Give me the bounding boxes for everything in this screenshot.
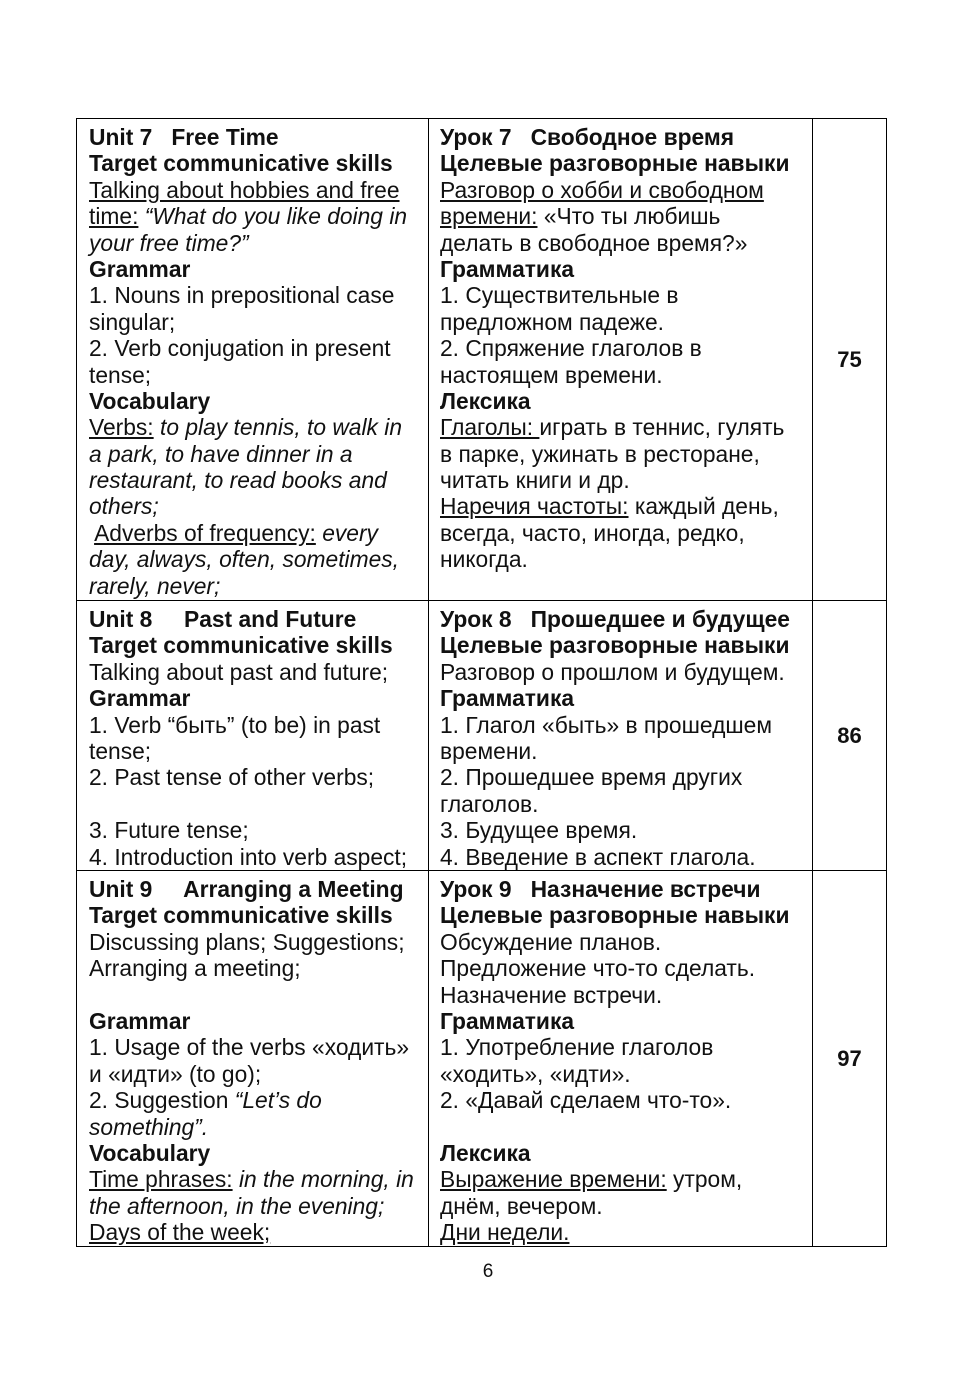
toc-line xyxy=(440,1087,812,1113)
toc-line xyxy=(89,282,428,308)
toc-line xyxy=(89,1114,428,1140)
text-run: the afternoon, in the evening; xyxy=(89,1192,385,1219)
toc-line xyxy=(440,844,812,870)
toc-line xyxy=(440,150,812,176)
russian-topic-cell xyxy=(429,601,813,870)
text-run: всегда, часто, иногда, редко, xyxy=(440,519,745,546)
text-run: 1. Usage of the verbs «ходить» xyxy=(89,1034,410,1061)
toc-line xyxy=(89,902,428,928)
section-heading: Целевые разговорные навыки xyxy=(440,902,790,929)
text-run: to play tennis, to walk in xyxy=(159,414,403,441)
toc-line xyxy=(89,414,428,440)
toc-line xyxy=(89,150,428,176)
text-run: 1. Глагол «быть» в прошедшем xyxy=(440,711,773,738)
toc-line xyxy=(440,712,812,738)
text-run: tense; xyxy=(89,361,152,388)
toc-line xyxy=(440,1008,812,1034)
blank-line xyxy=(89,982,428,1008)
toc-line xyxy=(440,177,812,203)
text-run: “What do you like doing in xyxy=(144,203,408,230)
toc-line xyxy=(440,546,812,572)
toc-line xyxy=(440,632,812,658)
toc-line xyxy=(440,520,812,546)
toc-row-unit-8 xyxy=(77,600,886,870)
text-run: every xyxy=(322,519,378,546)
toc-line xyxy=(440,1166,812,1192)
text-run: каждый день, xyxy=(628,493,779,520)
section-heading: Target communicative skills xyxy=(89,902,393,929)
toc-line xyxy=(440,1140,812,1166)
toc-line xyxy=(89,685,428,711)
toc-line xyxy=(89,876,428,902)
russian-topic-cell xyxy=(429,871,813,1246)
text-run: Разговор о прошлом и будущем. xyxy=(440,658,785,685)
text-run: 1. Употребление глаголов xyxy=(440,1034,714,1061)
text-run: делать в свободное время?» xyxy=(440,229,748,256)
section-heading: Урок 7 Свободное время xyxy=(440,124,735,150)
toc-line xyxy=(440,467,812,493)
page-number-cell xyxy=(813,119,886,600)
toc-line xyxy=(440,124,812,150)
section-heading: Vocabulary xyxy=(89,1139,211,1166)
toc-line xyxy=(440,929,812,955)
text-run: 1. Verb “быть” (to be) in past xyxy=(89,711,381,738)
toc-line xyxy=(89,955,428,981)
section-heading: Unit 7 Free Time xyxy=(89,124,279,150)
toc-line xyxy=(89,1140,428,1166)
toc-line xyxy=(440,203,812,229)
toc-line xyxy=(89,844,428,870)
toc-line xyxy=(89,124,428,150)
english-topic-cell xyxy=(77,871,429,1246)
text-run: a park, to have dinner in a xyxy=(89,440,353,467)
page-reference: 97 xyxy=(837,1045,862,1071)
english-topic-cell xyxy=(77,119,429,600)
toc-line xyxy=(440,493,812,519)
page-number-cell xyxy=(813,871,886,1246)
toc-line xyxy=(89,764,428,790)
toc-line xyxy=(440,606,812,632)
toc-line xyxy=(89,362,428,388)
russian-topic-cell xyxy=(429,119,813,600)
toc-line xyxy=(440,414,812,440)
blank-line xyxy=(89,791,428,817)
toc-line xyxy=(89,256,428,282)
toc-line xyxy=(440,685,812,711)
section-heading: Vocabulary xyxy=(89,387,211,414)
text-run: rarely, never; xyxy=(89,572,221,599)
blank-line xyxy=(440,1114,812,1140)
toc-line xyxy=(89,1087,428,1113)
text-run: 4. Introduction into verb aspect; xyxy=(89,843,408,870)
text-run: in the morning, in xyxy=(238,1166,414,1193)
section-heading: Grammar xyxy=(89,255,191,282)
section-heading: Grammar xyxy=(89,685,191,712)
text-run: 2. Verb conjugation in present xyxy=(89,335,391,362)
toc-line xyxy=(89,230,428,256)
text-run: «ходить», «идти». xyxy=(440,1060,631,1087)
section-heading: Грамматика xyxy=(440,685,575,712)
section-heading: Unit 9 Arranging a Meeting xyxy=(89,876,404,902)
text-run: Talking about past and future; xyxy=(89,658,389,685)
toc-line xyxy=(440,738,812,764)
toc-line xyxy=(89,573,428,599)
text-run: 2. Прошедшее время других xyxy=(440,764,743,791)
text-run: утром, xyxy=(666,1166,743,1193)
section-heading: Лексика xyxy=(440,387,531,414)
text-run: 2. Suggestion xyxy=(89,1087,235,1114)
text-run: 2. «Давай сделаем что-то». xyxy=(440,1087,732,1114)
toc-line xyxy=(440,659,812,685)
toc-line xyxy=(89,712,428,738)
toc-line xyxy=(89,817,428,843)
toc-line xyxy=(89,177,428,203)
toc-line xyxy=(440,441,812,467)
text-run: читать книги и др. xyxy=(440,467,630,494)
toc-line xyxy=(440,362,812,388)
toc-line xyxy=(89,1008,428,1034)
toc-line xyxy=(440,282,812,308)
page-reference: 86 xyxy=(837,722,862,748)
toc-line xyxy=(89,1193,428,1219)
underlined-term: Talking about hobbies and free xyxy=(89,176,400,203)
section-heading: Целевые разговорные навыки xyxy=(440,632,790,659)
text-run: 2. Спряжение глаголов в xyxy=(440,335,702,362)
underlined-term: Verbs: xyxy=(89,414,154,441)
toc-line xyxy=(440,955,812,981)
text-run: «Что ты любишь xyxy=(537,203,721,230)
toc-line xyxy=(440,388,812,414)
toc-line xyxy=(440,1034,812,1060)
page-number-cell xyxy=(813,601,886,870)
text-run: Предложение что-то сделать. xyxy=(440,955,756,982)
toc-line xyxy=(440,791,812,817)
text-run: singular; xyxy=(89,308,176,335)
toc-line xyxy=(89,1061,428,1087)
english-topic-cell xyxy=(77,601,429,870)
toc-line xyxy=(89,520,428,546)
toc-line xyxy=(89,929,428,955)
text-run: “Let’s do xyxy=(234,1087,322,1114)
toc-line xyxy=(440,817,812,843)
text-run: времени. xyxy=(440,737,538,764)
text-run: 3. Future tense; xyxy=(89,817,249,844)
toc-line xyxy=(89,467,428,493)
text-run: днём, вечером. xyxy=(440,1192,603,1219)
underlined-term: Time phrases: xyxy=(89,1166,233,1193)
text-run: day, always, often, sometimes, xyxy=(89,546,399,573)
toc-line xyxy=(440,902,812,928)
page-footer-number: 6 xyxy=(482,1261,494,1282)
text-run: 1. Nouns in prepositional case xyxy=(89,282,395,309)
text-run: Discussing plans; Suggestions; xyxy=(89,928,405,955)
toc-line xyxy=(89,546,428,572)
toc-line xyxy=(89,738,428,764)
toc-line xyxy=(89,335,428,361)
toc-line xyxy=(89,309,428,335)
section-heading: Target communicative skills xyxy=(89,632,393,659)
text-run: Обсуждение планов. xyxy=(440,928,662,955)
section-heading: Урок 8 Прошедшее и будущее xyxy=(440,606,790,632)
text-run: в парке, ужинать в ресторане, xyxy=(440,440,760,467)
toc-line xyxy=(89,606,428,632)
text-run: 2. Past tense of other verbs; xyxy=(89,764,375,791)
toc-line xyxy=(440,309,812,335)
text-run: и «идти» (to go); xyxy=(89,1060,262,1087)
underlined-term: времени: xyxy=(440,203,538,230)
text-run: предложном падеже. xyxy=(440,308,665,335)
toc-line xyxy=(440,1193,812,1219)
toc-line xyxy=(89,1219,428,1245)
text-run: глаголов. xyxy=(440,790,539,817)
toc-line xyxy=(440,1219,812,1245)
text-run: настоящем времени. xyxy=(440,361,663,388)
text-run: Arranging a meeting; xyxy=(89,955,301,982)
underlined-term: Выражение времени: xyxy=(440,1166,667,1193)
section-heading: Урок 9 Назначение встречи xyxy=(440,876,761,902)
underlined-term: Глаголы: xyxy=(440,414,540,441)
text-run: 1. Существительные в xyxy=(440,282,679,309)
toc-line xyxy=(89,1034,428,1060)
toc-line xyxy=(89,493,428,519)
section-heading: Лексика xyxy=(440,1139,531,1166)
text-run: играть в теннис, гулять xyxy=(539,414,785,441)
toc-line xyxy=(89,441,428,467)
section-heading: Грамматика xyxy=(440,1007,575,1034)
text-run: 3. Будущее время. xyxy=(440,817,638,844)
text-run: tense; xyxy=(89,737,152,764)
text-run: others; xyxy=(89,493,159,520)
text-run: your free time?” xyxy=(89,229,249,256)
section-heading: Грамматика xyxy=(440,255,575,282)
text-run: restaurant, to read books and xyxy=(89,467,387,494)
toc-line xyxy=(440,982,812,1008)
toc-line xyxy=(89,388,428,414)
toc-line xyxy=(440,335,812,361)
underlined-term: Дни недели. xyxy=(440,1219,570,1246)
toc-line xyxy=(440,256,812,282)
underlined-term: time: xyxy=(89,203,139,230)
text-run: 4. Введение в аспект глагола. xyxy=(440,843,756,870)
text-run: Назначение встречи. xyxy=(440,981,663,1008)
text-run: никогда. xyxy=(440,546,528,573)
section-heading: Grammar xyxy=(89,1007,191,1034)
toc-line xyxy=(440,876,812,902)
underlined-term: Adverbs of frequency: xyxy=(94,519,316,546)
underlined-term: Days of the week; xyxy=(89,1219,271,1246)
toc-line xyxy=(89,632,428,658)
toc-line xyxy=(440,1061,812,1087)
toc-row-unit-9 xyxy=(77,870,886,1246)
toc-line xyxy=(440,230,812,256)
section-heading: Target communicative skills xyxy=(89,150,393,177)
toc-line xyxy=(89,1166,428,1192)
section-heading: Unit 8 Past and Future xyxy=(89,606,357,632)
toc-line xyxy=(89,659,428,685)
underlined-term: Разговор о хобби и свободном xyxy=(440,176,764,203)
toc-line xyxy=(440,764,812,790)
toc-line xyxy=(89,203,428,229)
page-reference: 75 xyxy=(837,346,862,372)
section-heading: Целевые разговорные навыки xyxy=(440,150,790,177)
underlined-term: Наречия частоты: xyxy=(440,493,629,520)
text-run: something”. xyxy=(89,1113,209,1140)
contents-table xyxy=(76,118,887,1247)
toc-row-unit-7 xyxy=(77,119,886,600)
